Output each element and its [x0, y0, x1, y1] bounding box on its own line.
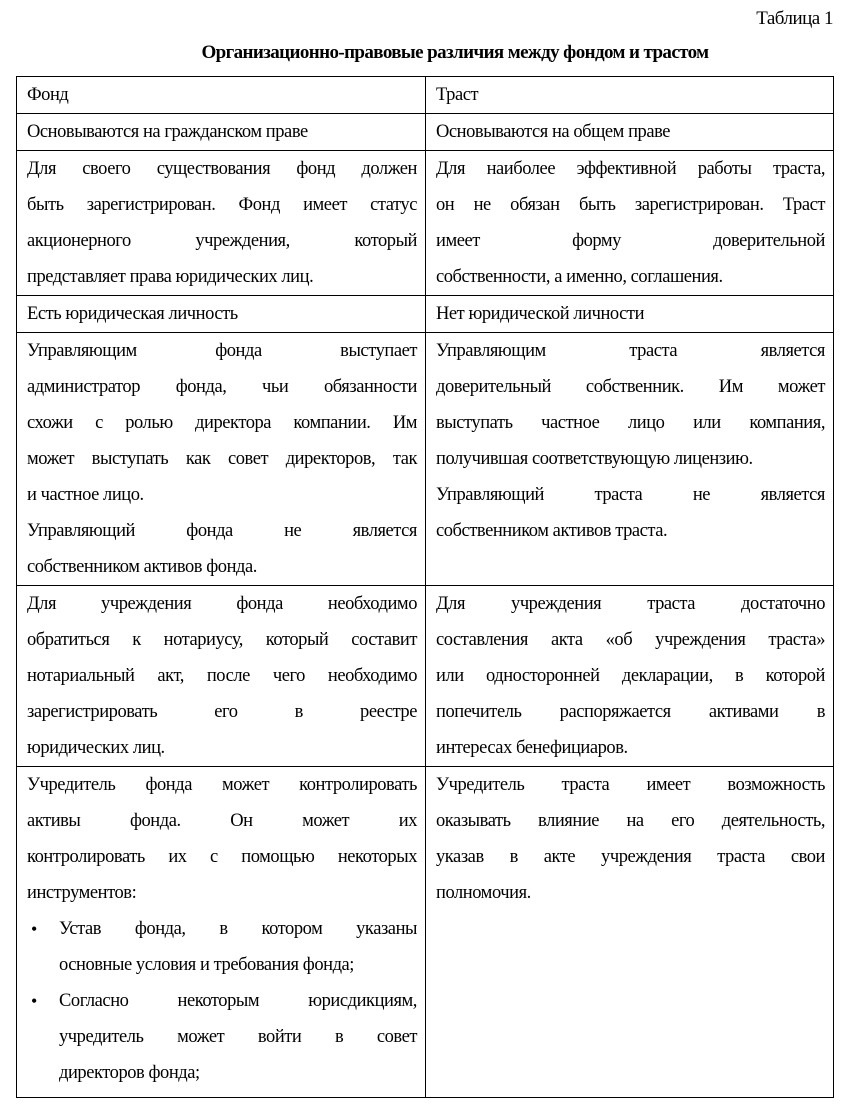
- trust-cell: [426, 333, 834, 586]
- trust-cell: [426, 767, 834, 1098]
- text-line: администратор фонда, чьи обязанности: [27, 377, 417, 397]
- text-line: полномочия.: [436, 883, 531, 903]
- text-line: директоров фонда;: [59, 1063, 200, 1083]
- text-line: или односторонней декларации, в которой: [436, 666, 825, 686]
- text-line: собственности, а именно, соглашения.: [436, 267, 723, 287]
- text-line: контролировать их с помощью некоторых: [27, 847, 417, 867]
- fund-cell: [17, 114, 426, 151]
- paragraph: [436, 767, 825, 911]
- text-line: интересах бенефициаров.: [436, 738, 628, 758]
- text-line: представляет права юридических лиц.: [27, 267, 314, 287]
- bullet-item: [27, 911, 417, 983]
- text-line: Согласно некоторым юрисдикциям,: [59, 991, 417, 1011]
- text-line: Траст: [436, 85, 479, 105]
- text-line: акционерного учреждения, который: [27, 231, 417, 251]
- paragraph: [27, 77, 417, 113]
- paragraph: [27, 586, 417, 766]
- text-line: получившая соответствующую лицензию.: [436, 449, 753, 469]
- text-line: Учредитель фонда может контролировать: [27, 775, 417, 795]
- trust-cell: [426, 77, 834, 114]
- text-line: нотариальный акт, после чего необходимо: [27, 666, 417, 686]
- table-row: [17, 77, 834, 114]
- trust-cell: [426, 151, 834, 296]
- text-line: быть зарегистрирован. Фонд имеет статус: [27, 195, 417, 215]
- text-line: инструментов:: [27, 883, 137, 903]
- paragraph: [27, 151, 417, 295]
- paragraph: [27, 767, 417, 911]
- paragraph: [436, 477, 825, 549]
- table-row: [17, 114, 834, 151]
- text-line: и частное лицо.: [27, 485, 144, 505]
- trust-cell: [426, 296, 834, 333]
- text-line: Есть юридическая личность: [27, 304, 238, 324]
- text-line: составления акта «об учреждения траста»: [436, 630, 825, 650]
- text-line: оказывать влияние на его деятельность,: [436, 811, 825, 831]
- table-row: [17, 151, 834, 296]
- paragraph: [27, 333, 417, 513]
- fund-cell: [17, 151, 426, 296]
- table-title: Организационно-правовые различия между фондом и трастом: [201, 42, 709, 63]
- fund-cell: [17, 767, 426, 1098]
- text-line: Основываются на общем праве: [436, 122, 671, 142]
- paragraph: [27, 296, 417, 332]
- fund-cell: [17, 586, 426, 767]
- text-line: он не обязан быть зарегистрирован. Траст: [436, 195, 825, 215]
- text-line: Управляющий траста не является: [436, 485, 825, 505]
- text-line: Учредитель траста имеет возможность: [436, 775, 825, 795]
- table-row: [17, 296, 834, 333]
- text-line: указав в акте учреждения траста свои: [436, 847, 825, 867]
- paragraph: [436, 114, 825, 150]
- text-line: Для учреждения фонда необходимо: [27, 594, 417, 614]
- text-line: Управляющим фонда выступает: [27, 341, 417, 361]
- text-line: схожи с ролью директора компании. Им: [27, 413, 417, 433]
- text-line: собственником активов фонда.: [27, 557, 257, 577]
- text-line: имеет форму доверительной: [436, 231, 825, 251]
- paragraph: [436, 586, 825, 766]
- text-line: Основываются на гражданском праве: [27, 122, 308, 142]
- text-line: учредитель может войти в совет: [59, 1027, 417, 1047]
- fund-cell: [17, 333, 426, 586]
- paragraph: [436, 77, 825, 113]
- paragraph: [27, 114, 417, 150]
- table-row: [17, 767, 834, 1098]
- fund-cell: [17, 296, 426, 333]
- table-caption: Таблица 1: [756, 8, 833, 29]
- text-line: Для учреждения траста достаточно: [436, 594, 825, 614]
- bullet-item: [27, 983, 417, 1091]
- table-row: [17, 333, 834, 586]
- text-line: Устав фонда, в котором указаны: [59, 919, 417, 939]
- table-row: [17, 586, 834, 767]
- trust-cell: [426, 586, 834, 767]
- text-line: доверительный собственник. Им может: [436, 377, 825, 397]
- text-line: зарегистрировать его в реестре: [27, 702, 417, 722]
- text-line: юридических лиц.: [27, 738, 165, 758]
- paragraph: [27, 513, 417, 585]
- text-line: Управляющим траста является: [436, 341, 825, 361]
- text-line: обратиться к нотариусу, который составит: [27, 630, 417, 650]
- comparison-table: [16, 76, 834, 1098]
- paragraph: [436, 333, 825, 477]
- text-line: Для наиболее эффективной работы траста,: [436, 159, 825, 179]
- text-line: может выступать как совет директоров, так: [27, 449, 417, 469]
- trust-cell: [426, 114, 834, 151]
- paragraph: [436, 296, 825, 332]
- text-line: выступать частное лицо или компания,: [436, 413, 825, 433]
- text-line: основные условия и требования фонда;: [59, 955, 354, 975]
- text-line: Для своего существования фонд должен: [27, 159, 417, 179]
- bullet-icon: •: [31, 919, 37, 939]
- text-line: попечитель распоряжается активами в: [436, 702, 825, 722]
- fund-cell: [17, 77, 426, 114]
- text-line: Фонд: [27, 85, 69, 105]
- bullet-icon: •: [31, 991, 37, 1011]
- text-line: Управляющий фонда не является: [27, 521, 417, 541]
- text-line: Нет юридической личности: [436, 304, 645, 324]
- paragraph: [436, 151, 825, 295]
- text-line: активы фонда. Он может их: [27, 811, 417, 831]
- text-line: собственником активов траста.: [436, 521, 668, 541]
